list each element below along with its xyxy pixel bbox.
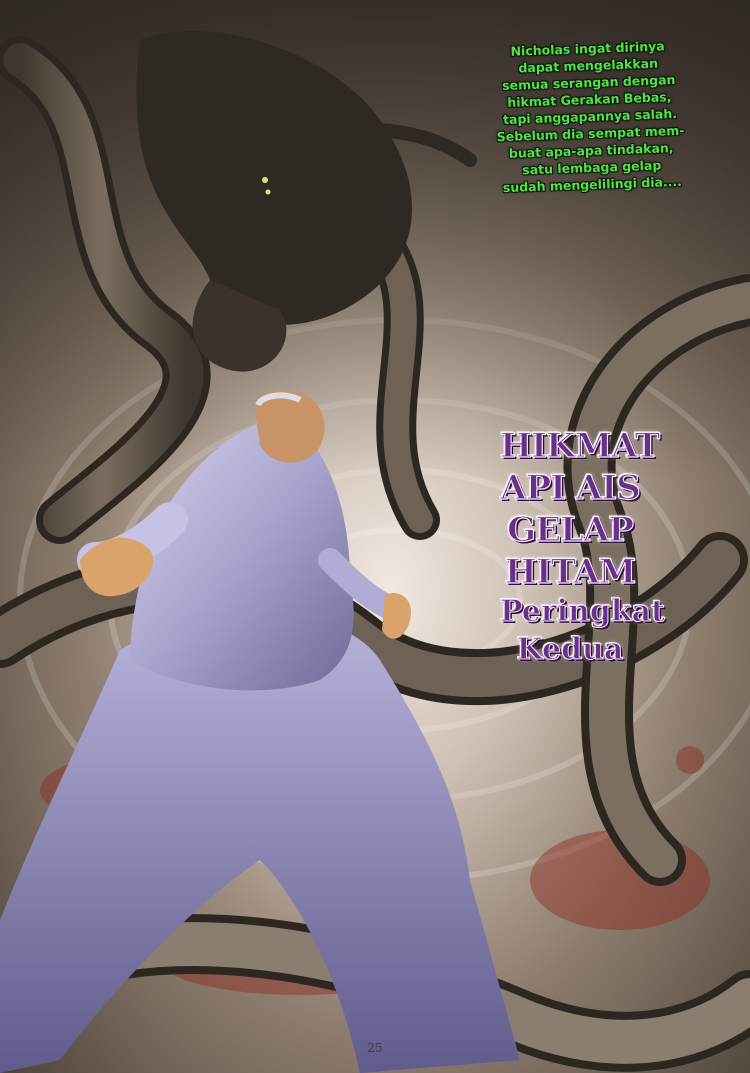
narration-line: Sebelum dia sempat mem- [496,122,685,145]
narration-line: semua serangan dengan [501,72,676,94]
subtitle-line: Kedua [516,632,624,667]
narration-line: dapat mengelakkan [518,55,659,76]
title-line: GELAP [507,510,633,550]
subtitle-line: Peringkat [500,594,665,629]
narration-line: buat apa-apa tindakan, [508,140,674,161]
narration-line: hikmat Gerakan Bebas, [507,89,672,110]
title-line: API AIS [500,468,640,508]
title-line: HIKMAT [500,426,660,466]
narration-line: sudah mengelilingi dia.... [502,173,683,196]
technique-title [500,425,665,669]
narration-line: Nicholas ingat dirinya [510,38,665,59]
narration-caption [467,36,712,197]
page-number: 25 [367,1041,383,1055]
narration-line: satu lembaga gelap [521,157,662,178]
title-line: HITAM [504,552,636,592]
narration-line: tapi anggapannya salah. [502,105,678,128]
